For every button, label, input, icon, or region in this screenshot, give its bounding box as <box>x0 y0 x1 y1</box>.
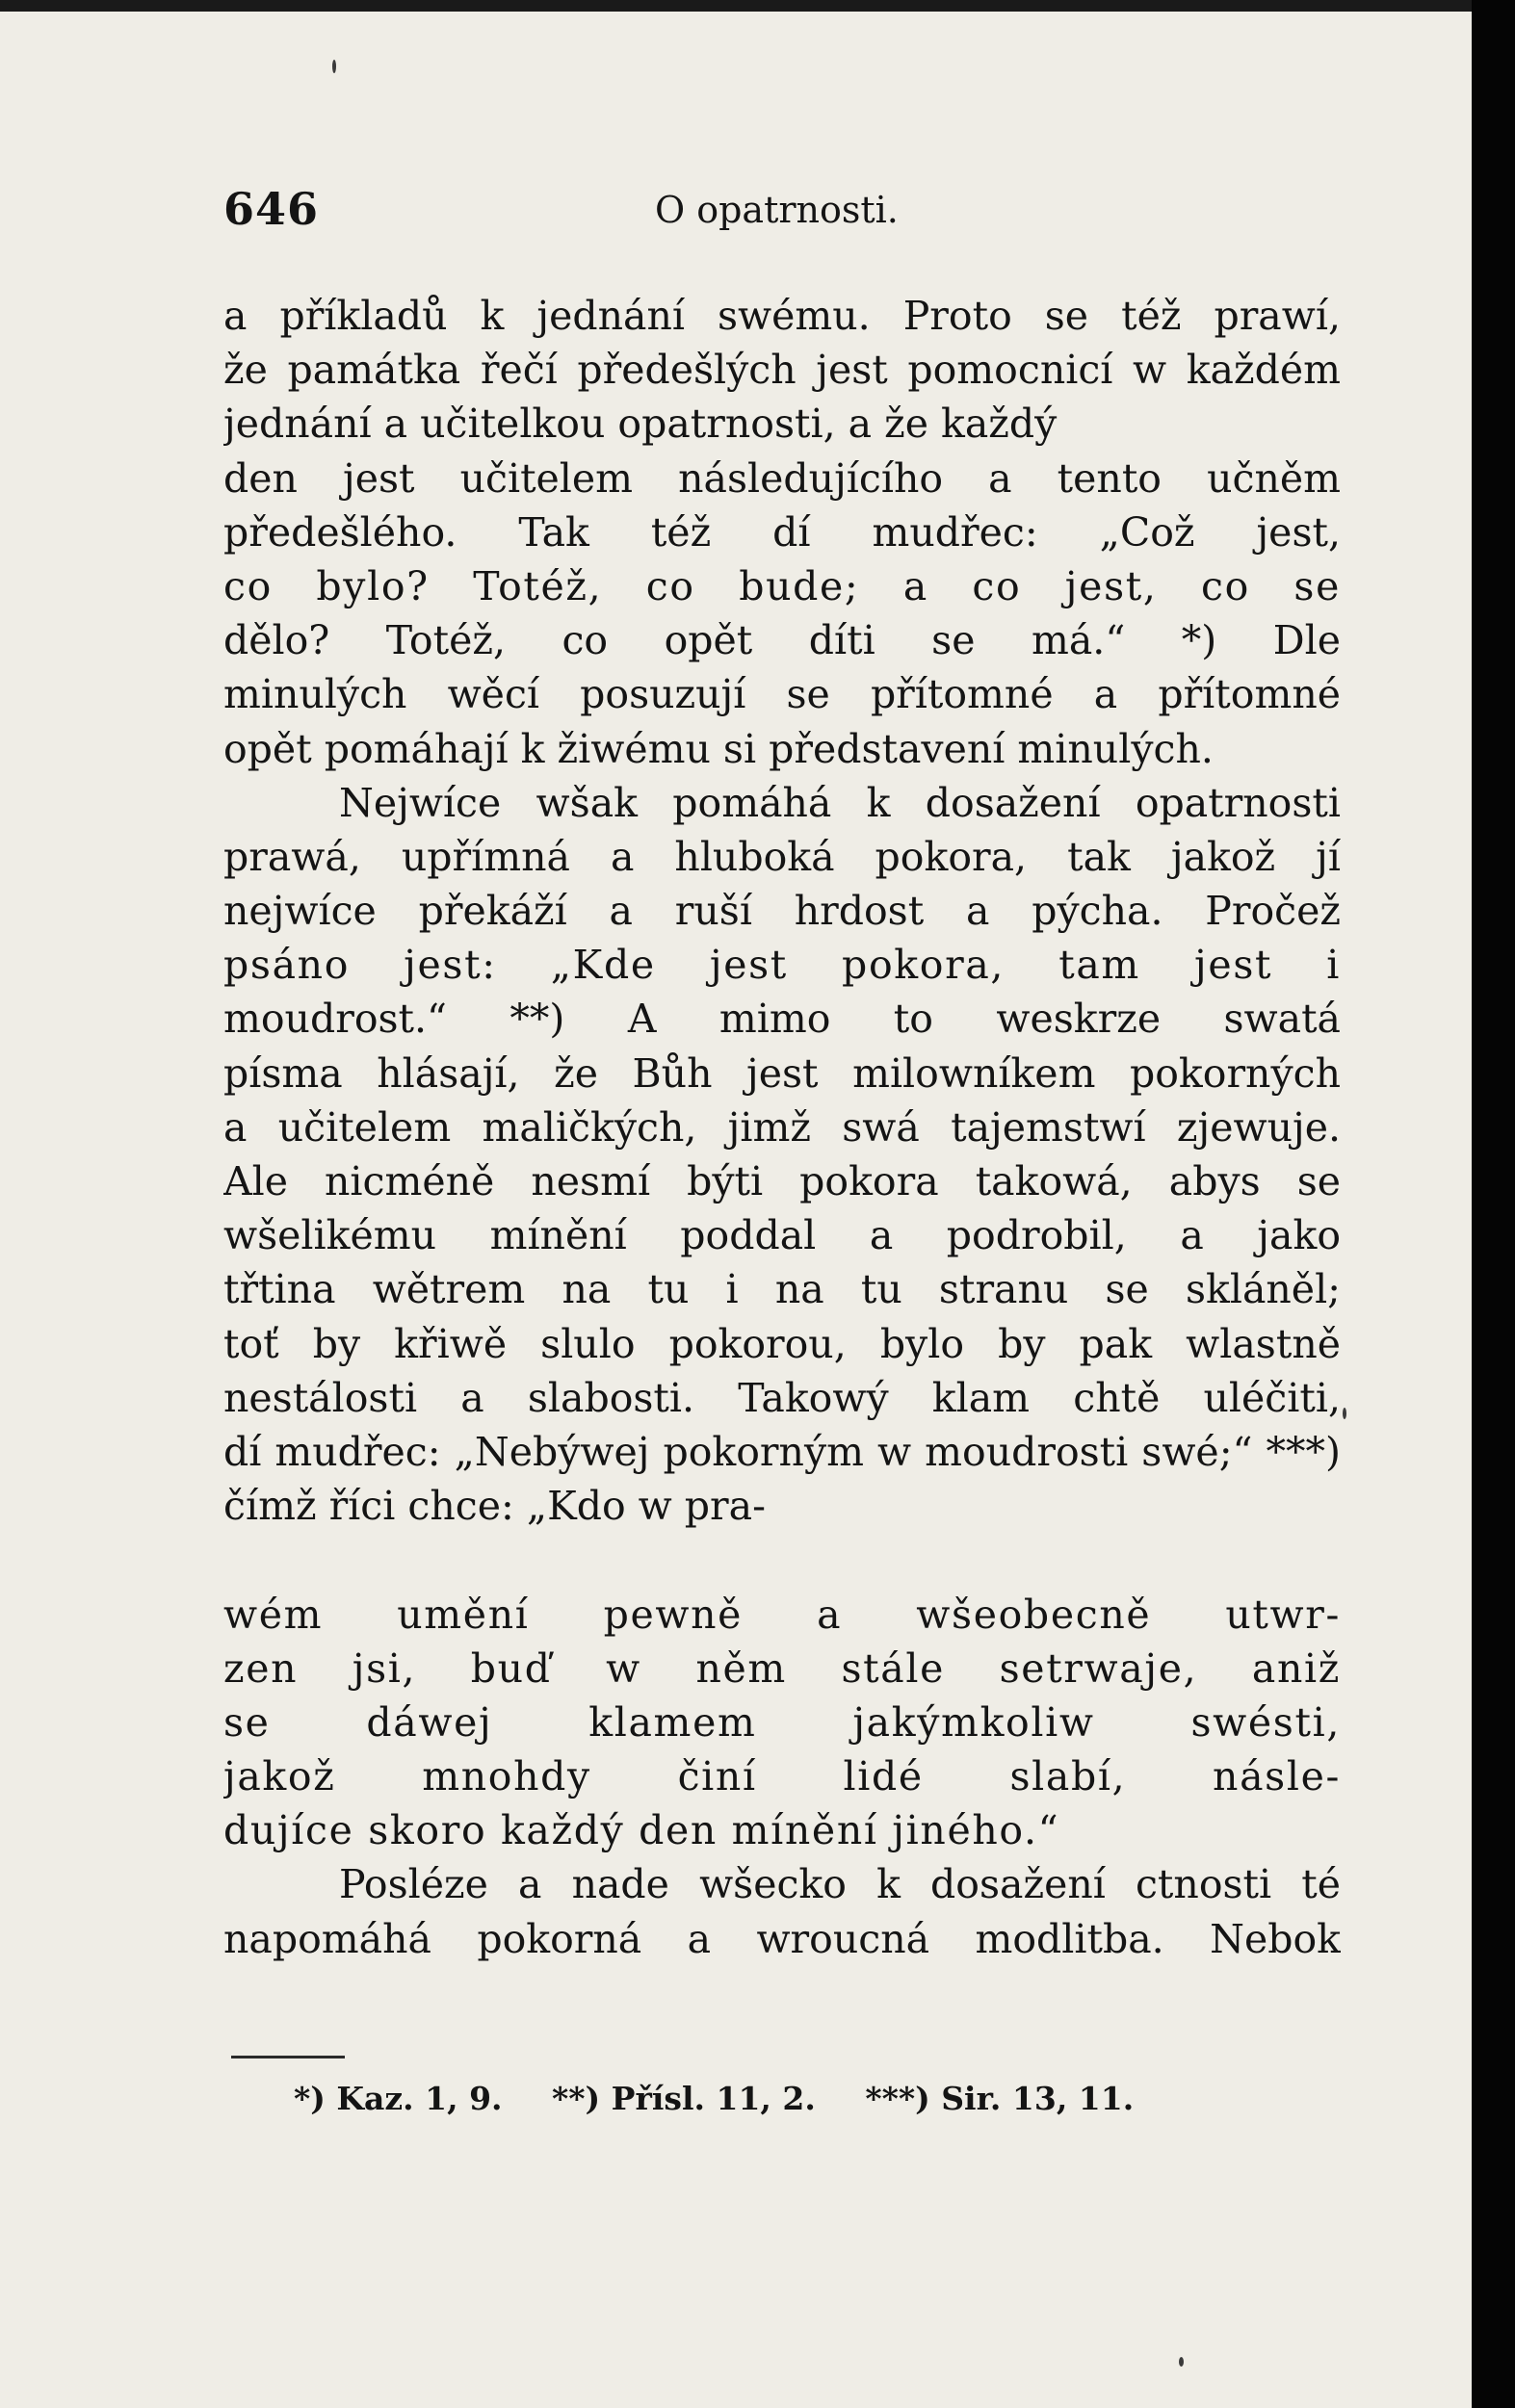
text-line: zen jsi, buď w něm stále setrwaje, aniž <box>223 1644 1341 1692</box>
text-line: co bylo? Totéž, co bude; a co jest, co se <box>223 562 1341 609</box>
text-line: dí mudřec: „Nebýwej pokorným w moudrosti swé;“ ***) čímž říci chce: „Kdo w pra- <box>223 1428 1341 1530</box>
text-line: třtina wětrem na tu i na tu stranu se skláněl; <box>223 1266 1341 1313</box>
paper-speck <box>1343 1408 1346 1419</box>
footnotes <box>294 2080 1172 2117</box>
running-title: O opatrnosti. <box>655 189 899 231</box>
paper-speck <box>332 60 336 73</box>
text-line: písma hlásají, že Bůh jest milowníkem pokorných <box>223 1049 1341 1097</box>
text-line: toť by křiwě slulo pokorou, bylo by pak wlastně <box>223 1320 1341 1367</box>
text-line: minulých wěcí posuzují se přítomné a přítomné <box>223 671 1341 718</box>
text-line: Ale nicméně nesmí býti pokora takowá, abys se <box>223 1158 1341 1205</box>
text-line: nestálosti a slabosti. Takowý klam chtě uléčiti, <box>223 1374 1341 1421</box>
text-line: dujíce skoro každý den mínění jiného.“ <box>223 1807 1060 1854</box>
text-line: Posléze a nade wšecko k dosažení ctnosti té <box>339 1861 1341 1908</box>
text-line: den jest učitelem následujícího a tento učněm <box>223 454 1341 502</box>
text-line: že památka řečí předešlých jest pomocnicí w každém jednání a učitelkou opatrnosti, a že každý <box>223 347 1341 448</box>
text-line: Nejwíce wšak pomáhá k dosažení opatrnosti <box>339 779 1341 826</box>
scan-right-border <box>1472 0 1515 2408</box>
paper-speck <box>1179 2357 1184 2367</box>
text-line: napomáhá pokorná a wroucná modlitba. Nebok <box>223 1915 1341 1962</box>
text-line: prawá, upřímná a hluboká pokora, tak jakož jí <box>223 833 1341 880</box>
text-line: nejwíce překáží a ruší hrdost a pýcha. Pročež <box>223 888 1341 935</box>
body-text <box>223 289 1341 1966</box>
scan-top-border <box>0 0 1515 12</box>
page-header <box>223 183 1341 250</box>
text-line: psáno jest: „Kde jest pokora, tam jest i <box>223 942 1341 989</box>
footnote: **) Přísl. 11, 2. <box>552 2080 816 2117</box>
text-line: jakož mnohdy činí lidé slabí, násle- <box>223 1753 1341 1800</box>
text-line: opět pomáhají k žiwému si představení minulých. <box>223 725 1214 772</box>
text-line: dělo? Totéž, co opět díti se má.“ *) Dle <box>223 617 1341 664</box>
page-number: 646 <box>223 183 320 235</box>
footnote-divider <box>231 2056 345 2058</box>
footnote: ***) Sir. 13, 11. <box>865 2080 1135 2117</box>
text-line: wšelikému mínění poddal a podrobil, a jako <box>223 1212 1341 1259</box>
text-line: a učitelem maličkých, jimž swá tajemstwí zjewuje. <box>223 1103 1341 1151</box>
text-line: předešlého. Tak též dí mudřec: „Což jest, <box>223 508 1341 556</box>
footnote: *) Kaz. 1, 9. <box>294 2080 503 2117</box>
text-line: wém umění pewně a wšeobecně utwr- <box>223 1591 1341 1638</box>
text-line: moudrost.“ **) A mimo to weskrze swatá <box>223 996 1341 1043</box>
text-line: se dáwej klamem jakýmkoliw swésti, <box>223 1698 1341 1746</box>
text-line: a příkladů k jednání swému. Proto se též prawí, <box>223 293 1341 339</box>
